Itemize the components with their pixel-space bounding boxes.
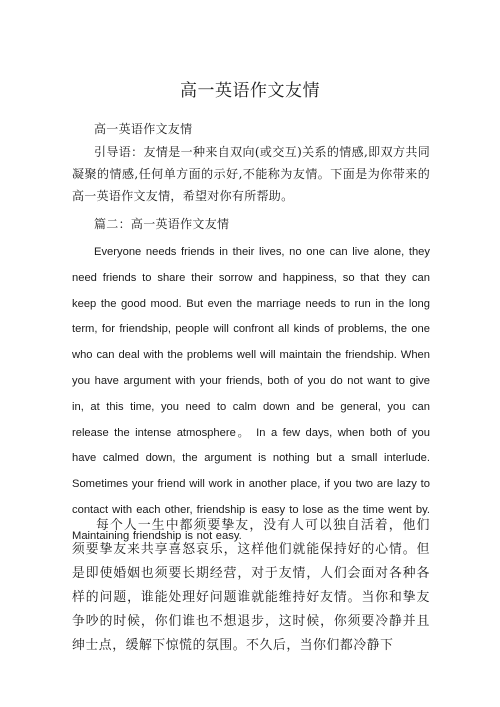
document-subtitle: 高一英语作文友情 [94,122,193,136]
chinese-paragraph: 每个人一生中都须要挚友，没有人可以独自活着，他们须要挚友来共享喜怒哀乐，这样他们就能保持好的心情。但是即使婚姻也须要长期经营，对于友情，人们会面对各种各样的问题，谁能处理好问题谁就能维持好友情。当你和挚友争吵的时候，你们谁也不想退步，这时候，你须要冷静并且绅士点，缓解下惊慌的氛围。不久后，当你们都冷静下 [72,518,430,653]
english-paragraph: Everyone needs friends in their lives, no one can live alone, they need friends to share their sorrow and happiness, so that they can keep the good mood. But even the marriage needs to run in the long term, for friendship, people will confront all kinds of problems, the one who can deal with the problems well will maintain the friendship. When you have argument with your friends, both of you do not want to give in, at this time, you need to calm down and be general, you can release the intense atmosphere。 In a few days, when both of you have calmed down, the argument is nothing but a small interlude. Sometimes your friend will work in another place, if you two are lazy to contact with each other, friendship is easy to lose as the time went by. Maintaining friendship is not easy. [72,246,430,542]
intro-paragraph: 引导语：友情是一种来自双向(或交互)关系的情感,即双方共同凝聚的情感,任何单方面的示好,不能称为友情。下面是为你带来的高一英语作文友情，希望对你有所帮助。 [72,145,430,203]
document-title: 高一英语作文友情 [180,81,320,101]
section-heading: 篇二：高一英语作文友情 [94,217,230,231]
